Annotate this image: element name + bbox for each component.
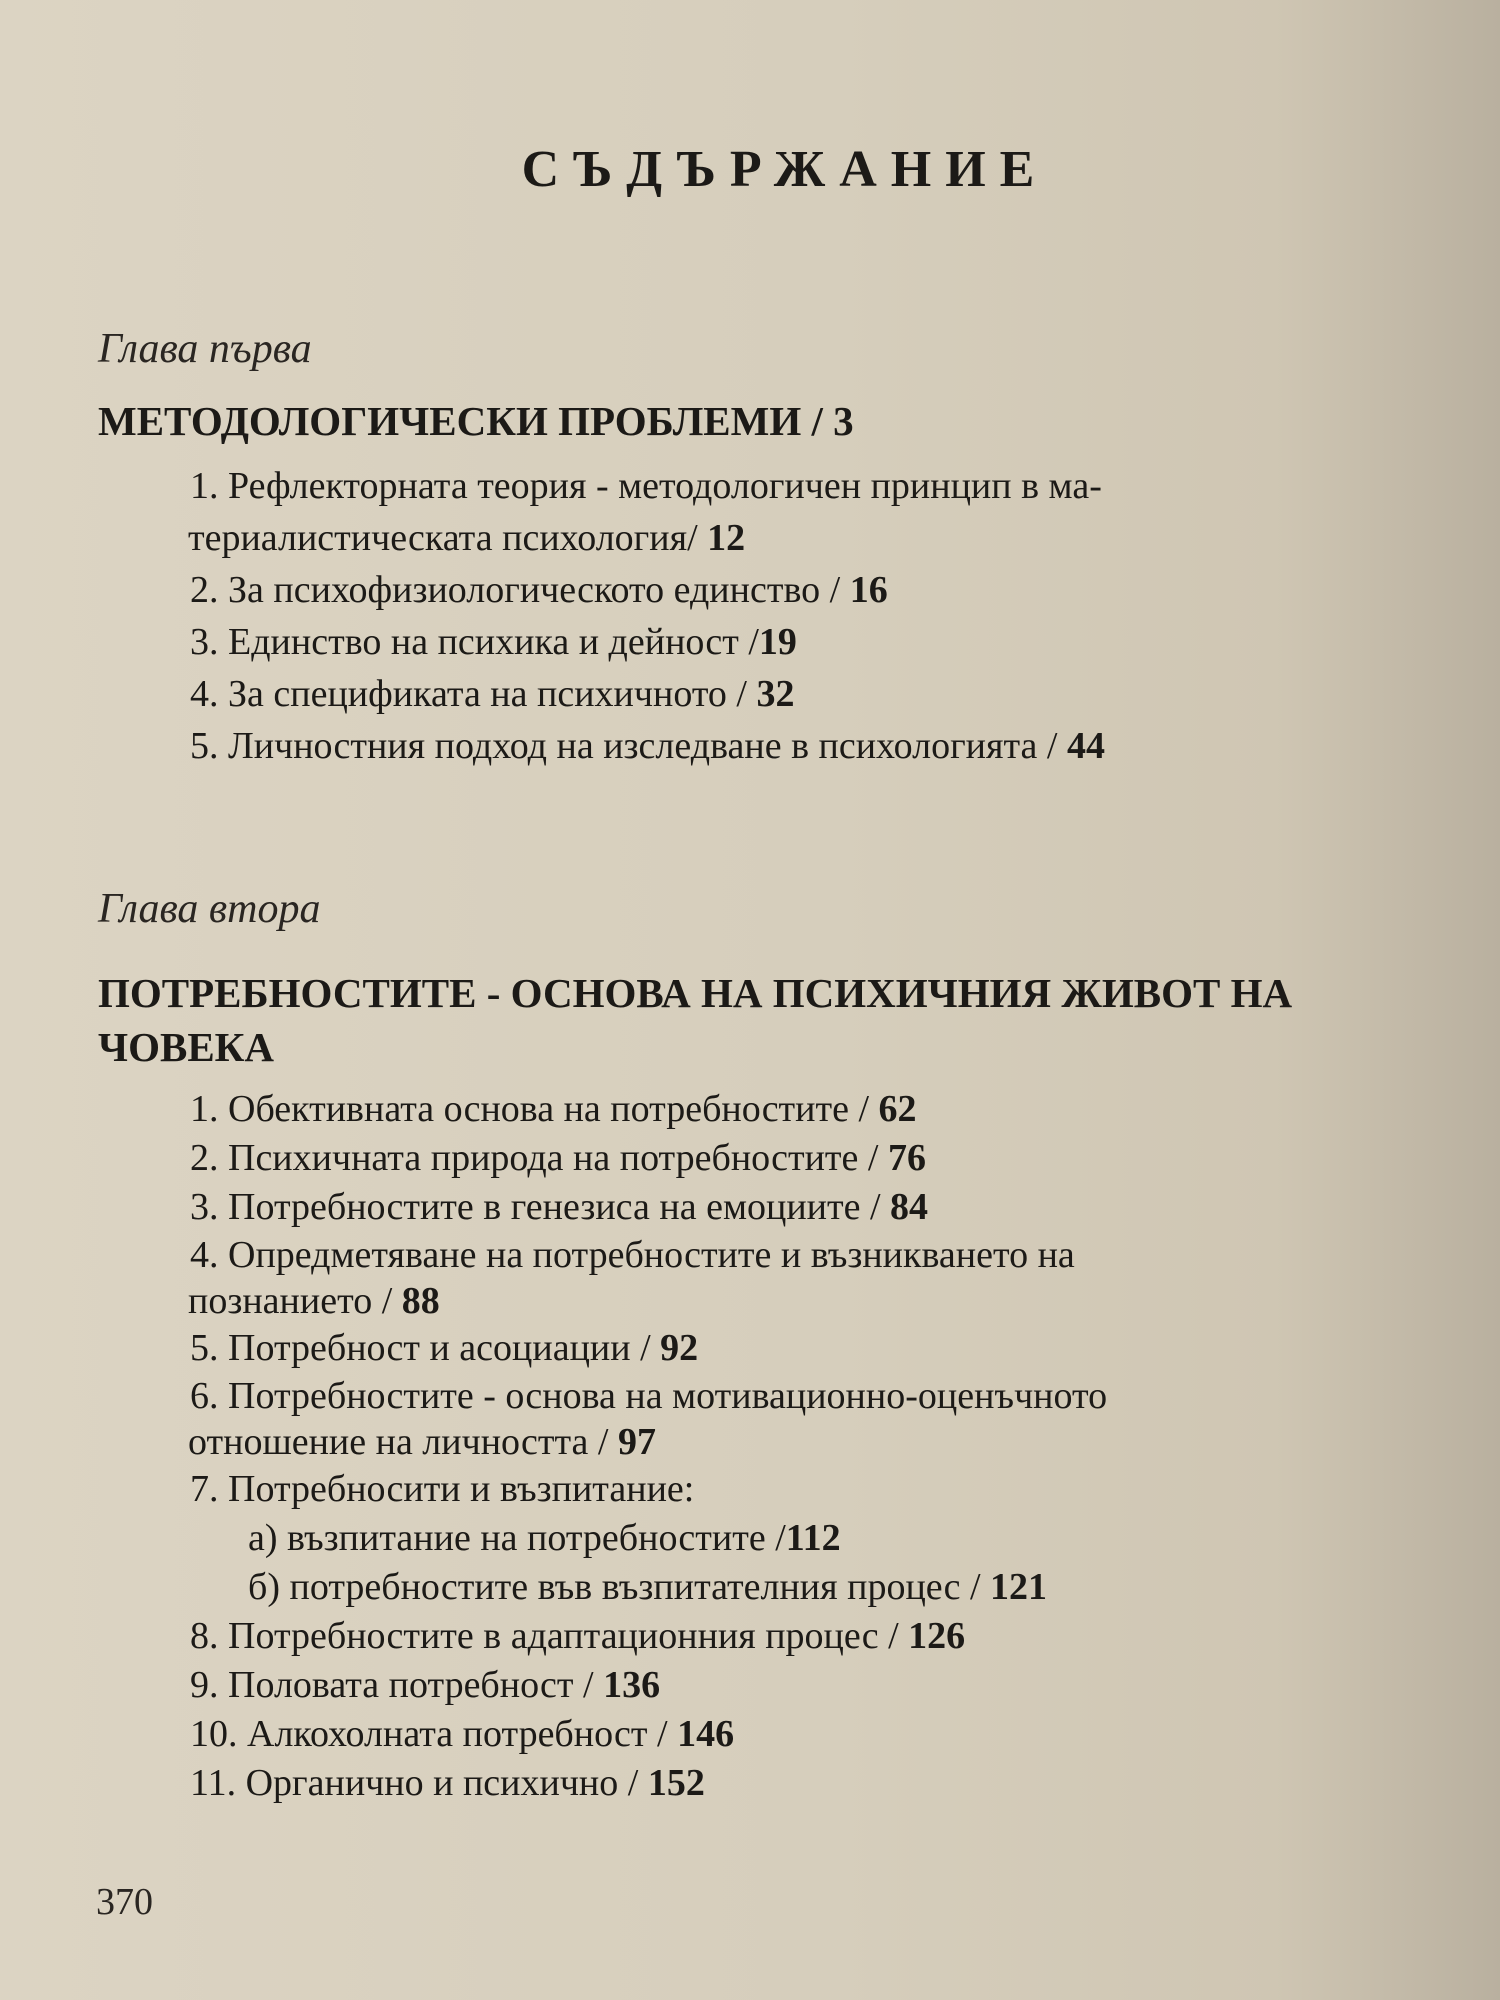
toc-page-number: 112: [785, 1517, 841, 1559]
toc-entry: [190, 1661, 1440, 1710]
toc-subentry: [190, 1563, 1440, 1612]
toc-entry: [190, 616, 1440, 668]
toc-page-number: 146: [677, 1713, 735, 1755]
toc-page-number: 136: [603, 1664, 661, 1706]
toc-entry-text: 5. Потребност и асоциации /: [190, 1327, 661, 1369]
page-number: 370: [96, 1881, 153, 1923]
toc-entry-text: 4. За спецификата на психичното /: [190, 673, 757, 715]
toc-page-number: 152: [647, 1762, 705, 1804]
toc-entry: [190, 1324, 1440, 1373]
toc-page-number: 121: [990, 1566, 1048, 1608]
toc-list: [190, 1085, 1440, 1808]
toc-entry: [190, 1183, 1440, 1232]
toc-page-number: 32: [756, 673, 795, 715]
chapter-label: Глава втора: [98, 886, 321, 932]
toc-entry: [190, 720, 1440, 772]
toc-entry: [190, 460, 1440, 564]
page-title: СЪДЪРЖАНИЕ: [521, 141, 1049, 198]
toc-entry-text: 2. Психичната природа на потребностите /: [190, 1137, 888, 1179]
toc-entry: [190, 1612, 1440, 1661]
toc-entry: [190, 1232, 1440, 1324]
chapter-title: ПОТРЕБНОСТИТЕ - ОСНОВА НА ПСИХИЧНИЯ ЖИВОТ НА ЧОВЕКА: [98, 970, 1293, 1070]
toc-page-number: 126: [908, 1615, 966, 1657]
toc-entry-text: 9. Половата потребност /: [190, 1664, 604, 1706]
toc-entry-text: 6. Потребностите - основа на мотивационно-оценъчното: [190, 1375, 1108, 1417]
toc-list: [190, 460, 1440, 772]
toc-entry: [190, 1710, 1440, 1759]
toc-entry-text: 3. Единство на психика и дейност /: [190, 621, 759, 663]
toc-entry: [190, 564, 1440, 616]
toc-entry-text: 1. Рефлекторната теория - методологичен принцип в ма-: [190, 465, 1102, 507]
toc-page-number: 84: [890, 1186, 929, 1228]
toc-entry-text: 5. Личностния подход на изследване в психологията /: [190, 725, 1067, 767]
toc-entry: [190, 668, 1440, 720]
toc-entry-text: а) възпитание на потребностите /: [248, 1517, 786, 1559]
toc-entry-text: 4. Опредметяване на потребностите и възникването на: [190, 1234, 1075, 1276]
toc-page-number: 44: [1066, 725, 1105, 767]
toc-entry-text: познанието /: [188, 1280, 402, 1322]
toc-entry-text: 10. Алкохолната потребност /: [190, 1713, 678, 1755]
toc-entry-text: 3. Потребностите в генезиса на емоциите /: [190, 1186, 891, 1228]
chapter-title: МЕТОДОЛОГИЧЕСКИ ПРОБЛЕМИ / 3: [98, 398, 854, 444]
toc-entry-text: 11. Органично и психично /: [190, 1762, 648, 1804]
toc-page-number: 12: [707, 517, 746, 559]
toc-entry-text: 8. Потребностите в адаптационния процес /: [190, 1615, 909, 1657]
toc-subentry: [190, 1514, 1440, 1563]
chapter-label: Глава първа: [98, 326, 312, 372]
toc-page-number: 97: [617, 1421, 656, 1463]
toc-page-number: 76: [887, 1137, 926, 1179]
toc-page-number: 88: [401, 1280, 440, 1322]
toc-entry-text: териалистическата психология/: [188, 517, 708, 559]
toc-page-number: 62: [878, 1088, 917, 1130]
toc-entry-text: 7. Потребносити и възпитание:: [190, 1468, 695, 1510]
toc-entry-text: отношение на личността /: [188, 1421, 618, 1463]
toc-page-number: 19: [758, 621, 797, 663]
toc-entry: [190, 1134, 1440, 1183]
toc-entry-text: б) потребностите във възпитателния процес /: [248, 1566, 991, 1608]
toc-entry: [190, 1465, 1440, 1514]
toc-page-number: 16: [849, 569, 888, 611]
toc-entry: [190, 1759, 1440, 1808]
toc-entry-text: 1. Обективната основа на потребностите /: [190, 1088, 879, 1130]
toc-page-number: 92: [660, 1327, 699, 1369]
toc-entry: [190, 1085, 1440, 1134]
toc-entry-text: 2. За психофизиологическото единство /: [190, 569, 850, 611]
toc-entry: [190, 1373, 1440, 1465]
